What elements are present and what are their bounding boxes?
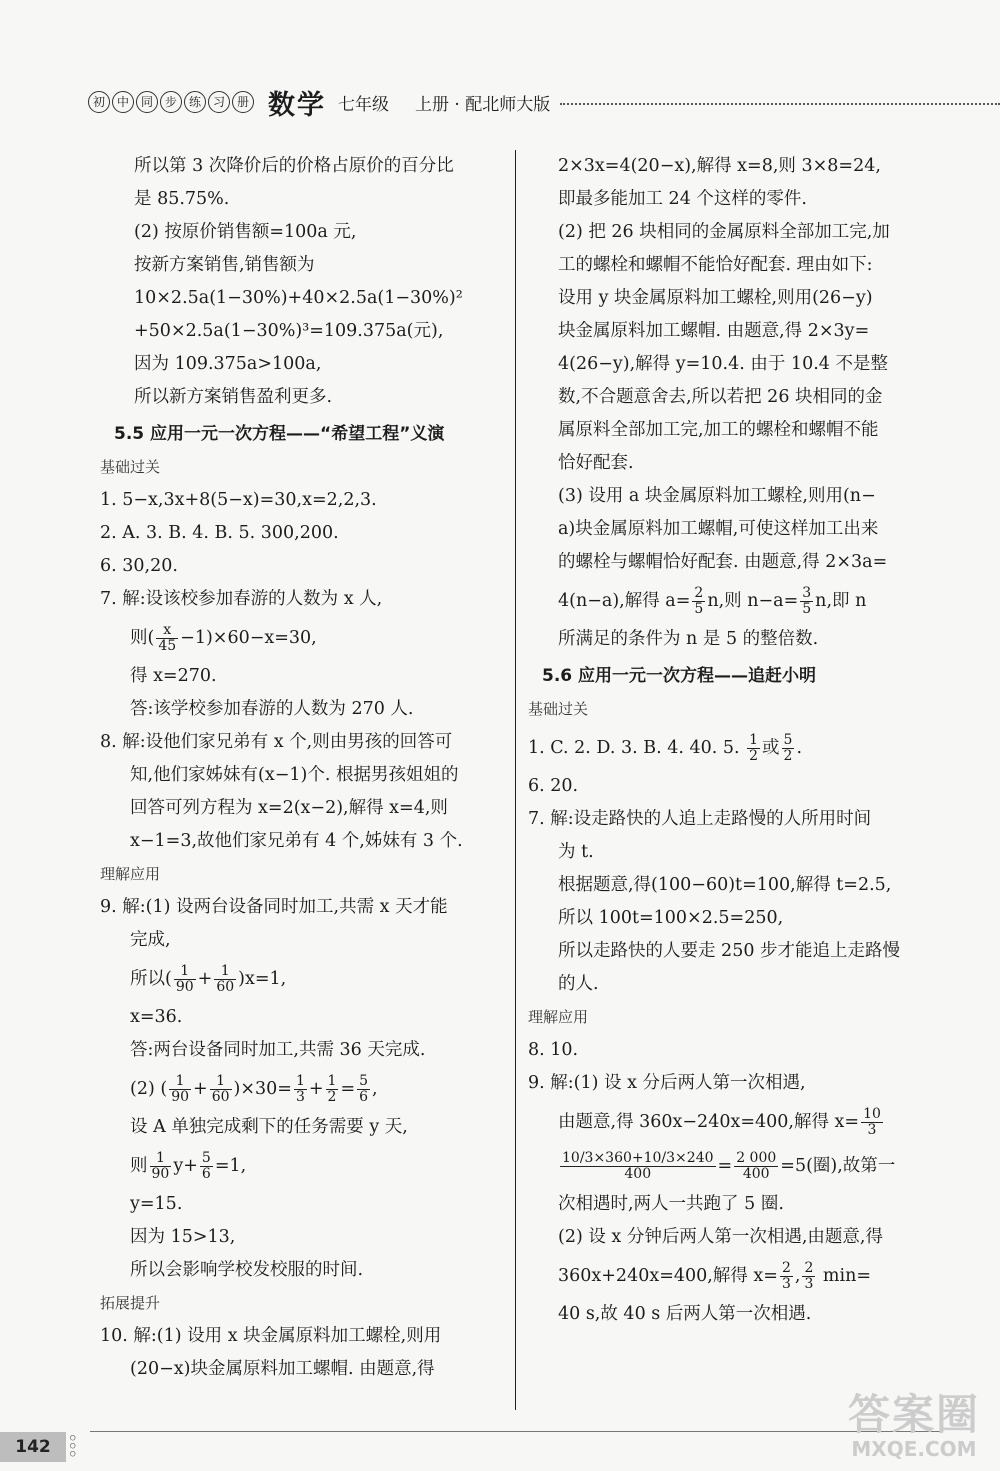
answer-line: 次相遇时,两人一共跑了 5 圈. xyxy=(558,1194,784,1214)
text-line: 因为 109.375a>100a, xyxy=(134,354,322,374)
series-char: 册 xyxy=(232,91,254,113)
series-char: 中 xyxy=(112,91,134,113)
series-char: 步 xyxy=(160,91,182,113)
equation-line: 1. C. 2. D. 3. B. 4. 40. 5. $\frac{1}{2}$ 或 $\frac{5}{2}$ . xyxy=(528,732,803,764)
answer-line: x=36. xyxy=(130,1007,183,1027)
answer-line: 答:该学校参加春游的人数为 270 人. xyxy=(130,699,414,719)
answer-line: 10. 解:(1) 设用 x 块金属原料加工螺栓,则用 xyxy=(100,1326,442,1346)
series-char: 习 xyxy=(208,91,230,113)
answer-line: 数,不合题意舍去,所以若把 26 块相同的金 xyxy=(558,387,883,407)
grade-label: 七年级 xyxy=(338,94,389,115)
fraction: $\frac{1}{60}$ xyxy=(216,963,235,995)
header-dotted-rule xyxy=(560,103,1000,105)
answer-line: 1. 5−x,3x+8(5−x)=30,x=2,2,3. xyxy=(100,490,377,510)
answer-line: 4(26−y),解得 y=10.4. 由于 10.4 不是整 xyxy=(558,354,888,374)
fraction: $\frac{1}{3}$ xyxy=(295,1073,305,1105)
equation-line: $\frac{10/3\times 360+10/3\times 240}{400}$ = $\frac{2 000}{400}$ =5(圈),故第一 xyxy=(562,1150,896,1182)
text-line: 所以第 3 次降价后的价格占原价的百分比 xyxy=(134,156,454,176)
answer-line: 7. 解:设该校参加春游的人数为 x 人, xyxy=(100,589,383,609)
answer-line: 所以会影响学校发校服的时间. xyxy=(130,1260,364,1280)
answer-line: 知,他们家姊妹有(x−1)个. 根据男孩姐姐的 xyxy=(130,765,459,785)
section-heading: 5.5 应用一元一次方程——“希望工程”义演 xyxy=(114,424,445,444)
answer-line: y=15. xyxy=(130,1194,183,1214)
answer-line: (20−x)块金属原料加工螺帽. 由题意,得 xyxy=(130,1359,435,1379)
answer-line: 2×3x=4(20−x),解得 x=8,则 3×8=24, xyxy=(558,156,881,176)
subsection-label: 基础过关 xyxy=(528,700,589,718)
fraction: $\frac{1}{90}$ xyxy=(151,1150,170,1182)
fraction: $\frac{10}{3}$ xyxy=(863,1106,881,1138)
equation-line: 所以( $\frac{1}{90}$ + $\frac{1}{60}$ )x=1, xyxy=(130,963,287,995)
equation-line: 4(n−a),解得 a= $\frac{2}{5}$ n,则 n−a= $\frac{3}{5}$ n,即 n xyxy=(558,585,867,617)
answer-line: 9. 解:(1) 设两台设备同时加工,共需 x 天才能 xyxy=(100,897,448,917)
answer-line: 9. 解:(1) 设 x 分后两人第一次相遇, xyxy=(528,1073,806,1093)
answer-line: 回答可列方程为 x=2(x−2),解得 x=4,则 xyxy=(130,798,448,818)
series-char: 同 xyxy=(136,91,158,113)
answer-line: 恰好配套. xyxy=(558,453,634,473)
fraction: $\frac{10/3\times 360+10/3\times 240}{400}$ xyxy=(562,1150,714,1182)
page-header xyxy=(88,86,1000,121)
column-divider xyxy=(515,150,516,1410)
answer-line: 6. 30,20. xyxy=(100,556,178,576)
series-char: 练 xyxy=(184,91,206,113)
subject-title: 数学 xyxy=(268,89,326,121)
fraction: $\frac{1}{2}$ xyxy=(749,732,759,764)
fraction: $\frac{x}{45}$ xyxy=(158,622,177,654)
answer-line: 块金属原料加工螺帽. 由题意,得 2×3y= xyxy=(558,321,870,341)
fraction: $\frac{5}{6}$ xyxy=(359,1073,369,1105)
equation-line: 则 $\frac{1}{90}$ y+ $\frac{5}{6}$ =1, xyxy=(130,1150,247,1182)
answer-line: 6. 20. xyxy=(528,776,579,796)
answer-line: (2) 把 26 块相同的金属原料全部加工完,加 xyxy=(558,222,890,242)
fraction: $\frac{1}{90}$ xyxy=(171,1073,190,1105)
text-line: 所以新方案销售盈利更多. xyxy=(134,387,333,407)
fraction: $\frac{2}{5}$ xyxy=(694,585,704,617)
section-heading: 5.6 应用一元一次方程——追赶小明 xyxy=(542,666,817,686)
subsection-label: 理解应用 xyxy=(100,865,161,883)
answer-line: 所以走路快的人要走 250 步才能追上走路慢 xyxy=(558,941,901,961)
answer-line: 为 t. xyxy=(558,842,594,862)
text-line: 是 85.75%. xyxy=(134,189,230,209)
subsection-label: 基础过关 xyxy=(100,458,161,476)
subsection-label: 理解应用 xyxy=(528,1008,589,1026)
text-line: 按新方案销售,销售额为 xyxy=(134,255,315,275)
fraction: $\frac{2}{3}$ xyxy=(781,1260,791,1292)
fraction: $\frac{2}{3}$ xyxy=(804,1260,814,1292)
binding-rings-icon: ○ ○ ○ xyxy=(70,1433,76,1459)
equation-line: 则( $\frac{x}{45}$ −1)×60−x=30, xyxy=(130,622,317,654)
answer-line: 设用 y 块金属原料加工螺栓,则用(26−y) xyxy=(558,288,873,308)
answer-line: (2) 设 x 分钟后两人第一次相遇,由题意,得 xyxy=(558,1227,883,1247)
answer-line: x−1=3,故他们家兄弟有 4 个,姊妹有 3 个. xyxy=(130,831,463,851)
text-line: 10×2.5a(1−30%)+40×2.5a(1−30%)² xyxy=(134,288,463,308)
answer-line: 所满足的条件为 n 是 5 的整倍数. xyxy=(558,629,819,649)
series-char: 初 xyxy=(88,91,110,113)
answer-line: 属原料全部加工完,加工的螺栓和螺帽不能 xyxy=(558,420,879,440)
footer-rule xyxy=(90,1431,940,1432)
equation-line: (2) ( $\frac{1}{90}$ + $\frac{1}{60}$ )×30= $\frac{1}{3}$ + $\frac{1}{2}$ = $\frac{5}{6}$ , xyxy=(130,1073,378,1105)
answer-line: 得 x=270. xyxy=(130,666,217,686)
fraction: $\frac{5}{2}$ xyxy=(783,732,793,764)
fraction: $\frac{1}{90}$ xyxy=(175,963,194,995)
fraction: $\frac{1}{2}$ xyxy=(327,1073,337,1105)
answer-line: 因为 15>13, xyxy=(130,1227,236,1247)
equation-line: 360x+240x=400,解得 x= $\frac{2}{3}$ , $\frac{2}{3}$ min= xyxy=(558,1260,872,1292)
text-line: (2) 按原价销售额=100a 元, xyxy=(134,222,357,242)
answer-line: 7. 解:设走路快的人追上走路慢的人所用时间 xyxy=(528,809,872,829)
page-number: 142 xyxy=(0,1432,66,1462)
edition-label: 上册 · 配北师大版 xyxy=(415,94,551,115)
answer-line: 2. A. 3. B. 4. B. 5. 300,200. xyxy=(100,523,339,543)
answer-line: 8. 10. xyxy=(528,1040,579,1060)
fraction: $\frac{1}{60}$ xyxy=(211,1073,230,1105)
answer-line: 即最多能加工 24 个这样的零件. xyxy=(558,189,807,209)
fraction: $\frac{3}{5}$ xyxy=(802,585,812,617)
answer-line: 所以 100t=100×2.5=250, xyxy=(558,908,784,928)
equation-line: 由题意,得 360x−240x=400,解得 x= $\frac{10}{3}$ xyxy=(558,1106,881,1138)
answer-line: 的螺栓与螺帽恰好配套. 由题意,得 2×3a= xyxy=(558,552,888,572)
answer-line: 根据题意,得(100−60)t=100,解得 t=2.5, xyxy=(558,875,892,895)
series-badges xyxy=(88,91,254,113)
fraction: $\frac{5}{6}$ xyxy=(201,1150,211,1182)
answer-line: 答:两台设备同时加工,共需 36 天完成. xyxy=(130,1040,426,1060)
answer-line: (3) 设用 a 块金属原料加工螺栓,则用(n− xyxy=(558,486,876,506)
answer-line: 完成, xyxy=(130,930,171,950)
answer-line: 8. 解:设他们家兄弟有 x 个,则由男孩的回答可 xyxy=(100,732,453,752)
answer-line: 40 s,故 40 s 后两人第一次相遇. xyxy=(558,1304,812,1324)
answer-line: a)块金属原料加工螺帽,可使这样加工出来 xyxy=(558,519,879,539)
text-line: +50×2.5a(1−30%)³=109.375a(元), xyxy=(134,321,444,341)
subsection-label: 拓展提升 xyxy=(100,1294,161,1312)
answer-line: 设 A 单独完成剩下的任务需要 y 天, xyxy=(130,1117,408,1137)
answer-line: 的人. xyxy=(558,974,599,994)
watermark-logo: 答案圈 MXQE.COM xyxy=(847,1390,980,1461)
right-column xyxy=(528,150,933,1331)
left-column xyxy=(100,150,505,1386)
fraction: $\frac{2 000}{400}$ xyxy=(736,1150,777,1182)
answer-line: 工的螺栓和螺帽不能恰好配套. 理由如下: xyxy=(558,255,873,275)
